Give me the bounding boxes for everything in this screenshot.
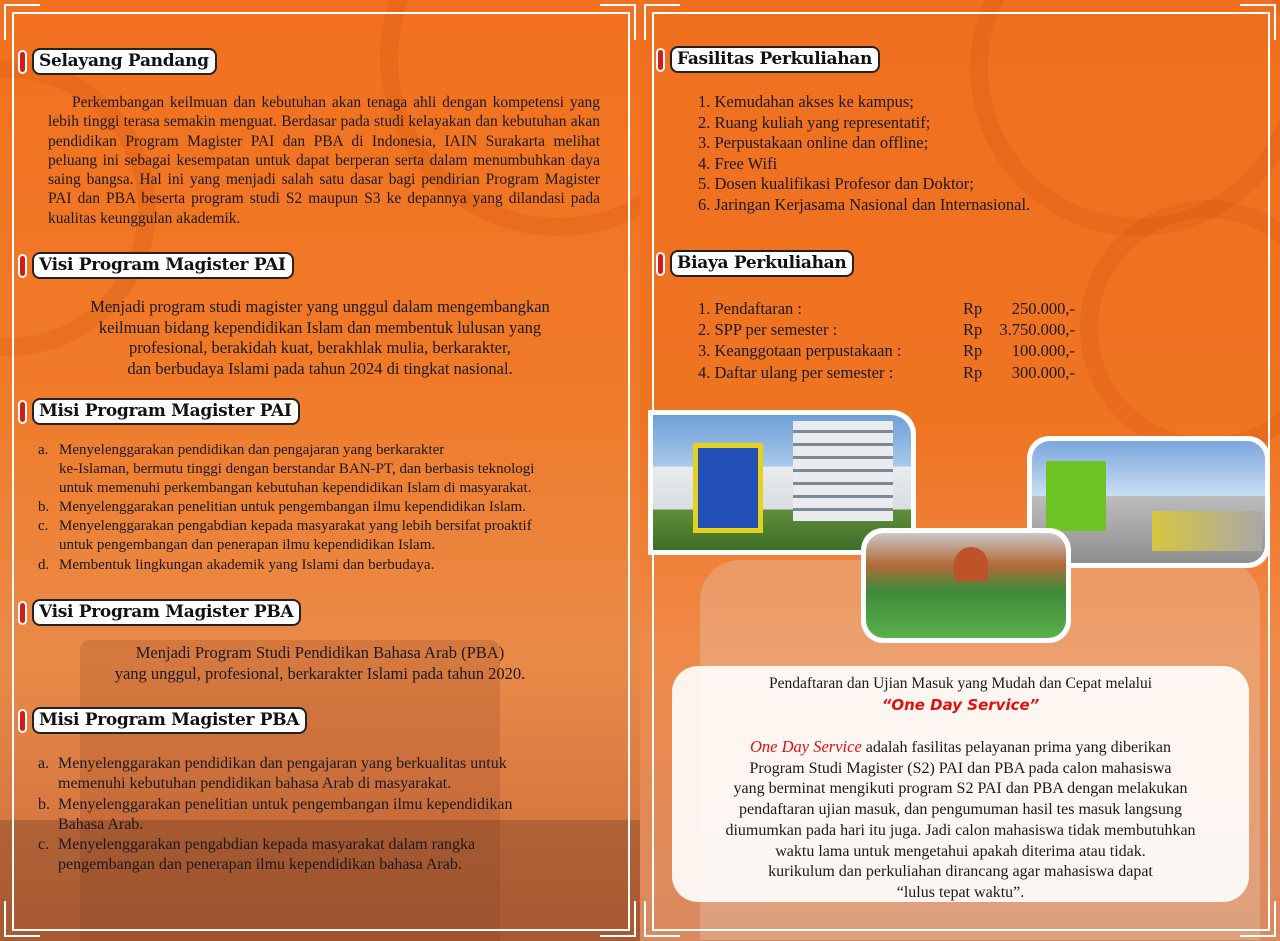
green-facade [1046,461,1106,531]
heading-label: Misi Program Magister PAI [32,398,300,425]
list-item: 6. Jaringan Kerjasama Nasional dan Internasional. [698,194,1031,214]
corner-ornament [1240,901,1276,937]
visi-pai-line: profesional, berakidah kuat, berakhlak mulia, berkarakter, [129,338,511,357]
list-item: 2. Ruang kuliah yang representatif; [698,112,931,132]
service-line: yang berminat mengikuti program S2 PAI dan PBA dengan melakukan [733,780,1188,798]
corner-ornament [600,901,636,937]
list-item: 3. Perpustakaan online dan offline; [698,133,929,153]
visi-pai-line: keilmuan bidang kependidikan Islam dan membentuk lulusan yang [98,317,542,337]
selayang-body: Perkembangan keilmuan dan kebutuhan akan tenaga ahli dengan kompetensi yang lebih tinggi terasa semakin menguat. Berdasar pada studi kelayakan dan kebutuhan akan pendidikan Program Magister PAI dan PBA di Indonesia, IAIN Surakarta melihat peluang ini sebagai kesempatan untuk dapat berperan serta dalam menumbuhkan daya saing bangsa. Hal ini yang menjadi salah satu dasar bagi pendirian Program Magister PAI dan PBA beserta program studi S2 maupun S3 ke depannya yang dilandasi pada kualitas keunggulan akademik. [48,94,600,227]
one-day-service-header [672,674,1249,715]
biaya-table [698,298,1118,383]
list-item: c. Menyelenggarakan pengabdian kepada masyarakat dalam rangka pengembangan dan penerapan ilmu kependidikan bahasa Arab. [38,836,476,874]
one-day-service-body [672,737,1249,904]
heading-marker [18,709,27,733]
section-heading-visi-pai [18,252,294,279]
fasilitas-list [698,92,1218,216]
heading-marker [18,50,27,74]
service-line: One Day Service adalah fasilitas pelayanan prima yang diberikan [750,737,1171,756]
section-heading-biaya [656,250,854,277]
corner-ornament [4,901,40,937]
service-tagline: “One Day Service” [881,695,1040,714]
section-heading-fasilitas [656,46,880,73]
heading-label: Selayang Pandang [32,48,217,75]
section-heading-selayang [18,48,217,75]
visi-pba-line: yang unggul, profesional, berkarakter Islami pada tahun 2020. [114,664,526,683]
visi-pai-text [20,297,620,379]
heading-marker [18,400,27,424]
corner-ornament [644,901,680,937]
roof-dome [954,547,988,581]
road [1152,511,1262,551]
visi-pai-line: Menjadi program studi magister yang unggul dalam mengembangkan [90,297,550,316]
campus-photo-aerial [861,528,1071,643]
section-heading-misi-pai [18,398,300,425]
list-item: 4. Free Wifi [698,153,778,173]
service-term: One Day Service [750,737,862,756]
building-windows [793,421,893,521]
list-item: 1. Kemudahan akses ke kampus; [698,92,914,111]
service-intro: Pendaftaran dan Ujian Masuk yang Mudah dan Cepat melalui [768,675,1153,692]
service-line: “lulus tepat waktu”. [896,883,1025,901]
list-item: b. Menyelenggarakan penelitian untuk pengembangan ilmu kependidikan Islam. [38,499,526,516]
corner-ornament [600,4,636,40]
heading-label: Misi Program Magister PBA [32,707,307,734]
service-line: Program Studi Magister (S2) PAI dan PBA pada calon mahasiswa [749,759,1172,777]
heading-label: Fasilitas Perkuliahan [670,46,880,73]
misi-pai-list [38,441,618,575]
fee-row: 4. Daftar ulang per semester : Rp 300.000,- [698,362,1075,382]
fee-row: 2. SPP per semester : Rp 3.750.000,- [698,320,1075,340]
corner-ornament [644,4,680,40]
visi-pba-line: Menjadi Program Studi Pendidikan Bahasa Arab (PBA) [135,643,505,662]
misi-pba-list [38,754,618,876]
heading-label: Visi Program Magister PBA [32,599,301,626]
service-line: pendaftaran ujian masuk, dan pengumuman hasil tes masuk langsung [738,801,1182,819]
list-item: b. Menyelenggarakan penelitian untuk pengembangan ilmu kependidikan Bahasa Arab. [38,795,513,833]
list-item: a. Menyelenggarakan pendidikan dan pengajaran yang berkarakter ke-Islaman, bermutu tinggi dengan berstandar BAN-PT, dan berbasis teknologi untuk memenuhi perkembangan kebutuhan kependidikan Islam di masyarakat. [38,442,535,497]
corner-ornament [4,4,40,40]
visi-pai-line: dan berbudaya Islami pada tahun 2024 di tingkat nasional. [127,358,513,378]
service-line: kurikulum dan perkuliahan dirancang agar mahasiswa dapat [768,863,1153,881]
corner-ornament [1240,4,1276,40]
section-heading-visi-pba [18,599,301,626]
heading-marker [656,252,665,276]
list-item: c. Menyelenggarakan pengabdian kepada masyarakat yang lebih bersifat proaktif untuk pengembangan dan penerapan ilmu kependidikan Islam. [38,518,532,554]
service-line: diumumkan pada hari itu juga. Jadi calon mahasiswa tidak membutuhkan [725,821,1196,839]
heading-label: Biaya Perkuliahan [670,250,854,277]
heading-marker [656,48,665,72]
building-facade [693,443,763,533]
section-heading-misi-pba [18,707,307,734]
visi-pba-text [20,642,620,684]
heading-label: Visi Program Magister PAI [32,252,294,279]
fee-row: 1. Pendaftaran : Rp 250.000,- [698,299,1075,318]
fee-row: 3. Keanggotaan perpustakaan : Rp 100.000,- [698,341,1075,361]
list-item: d. Membentuk lingkungan akademik yang Islami dan berbudaya. [38,556,435,573]
list-item: a. Menyelenggarakan pendidikan dan pengajaran yang berkualitas untuk memenuhi kebutuhan pendidikan bahasa Arab di masyarakat. [38,755,507,793]
heading-marker [18,601,27,625]
list-item: 5. Dosen kualifikasi Profesor dan Doktor; [698,174,974,194]
heading-marker [18,254,27,278]
service-line: waktu lama untuk mengetahui apakah diterima atau tidak. [775,842,1146,860]
